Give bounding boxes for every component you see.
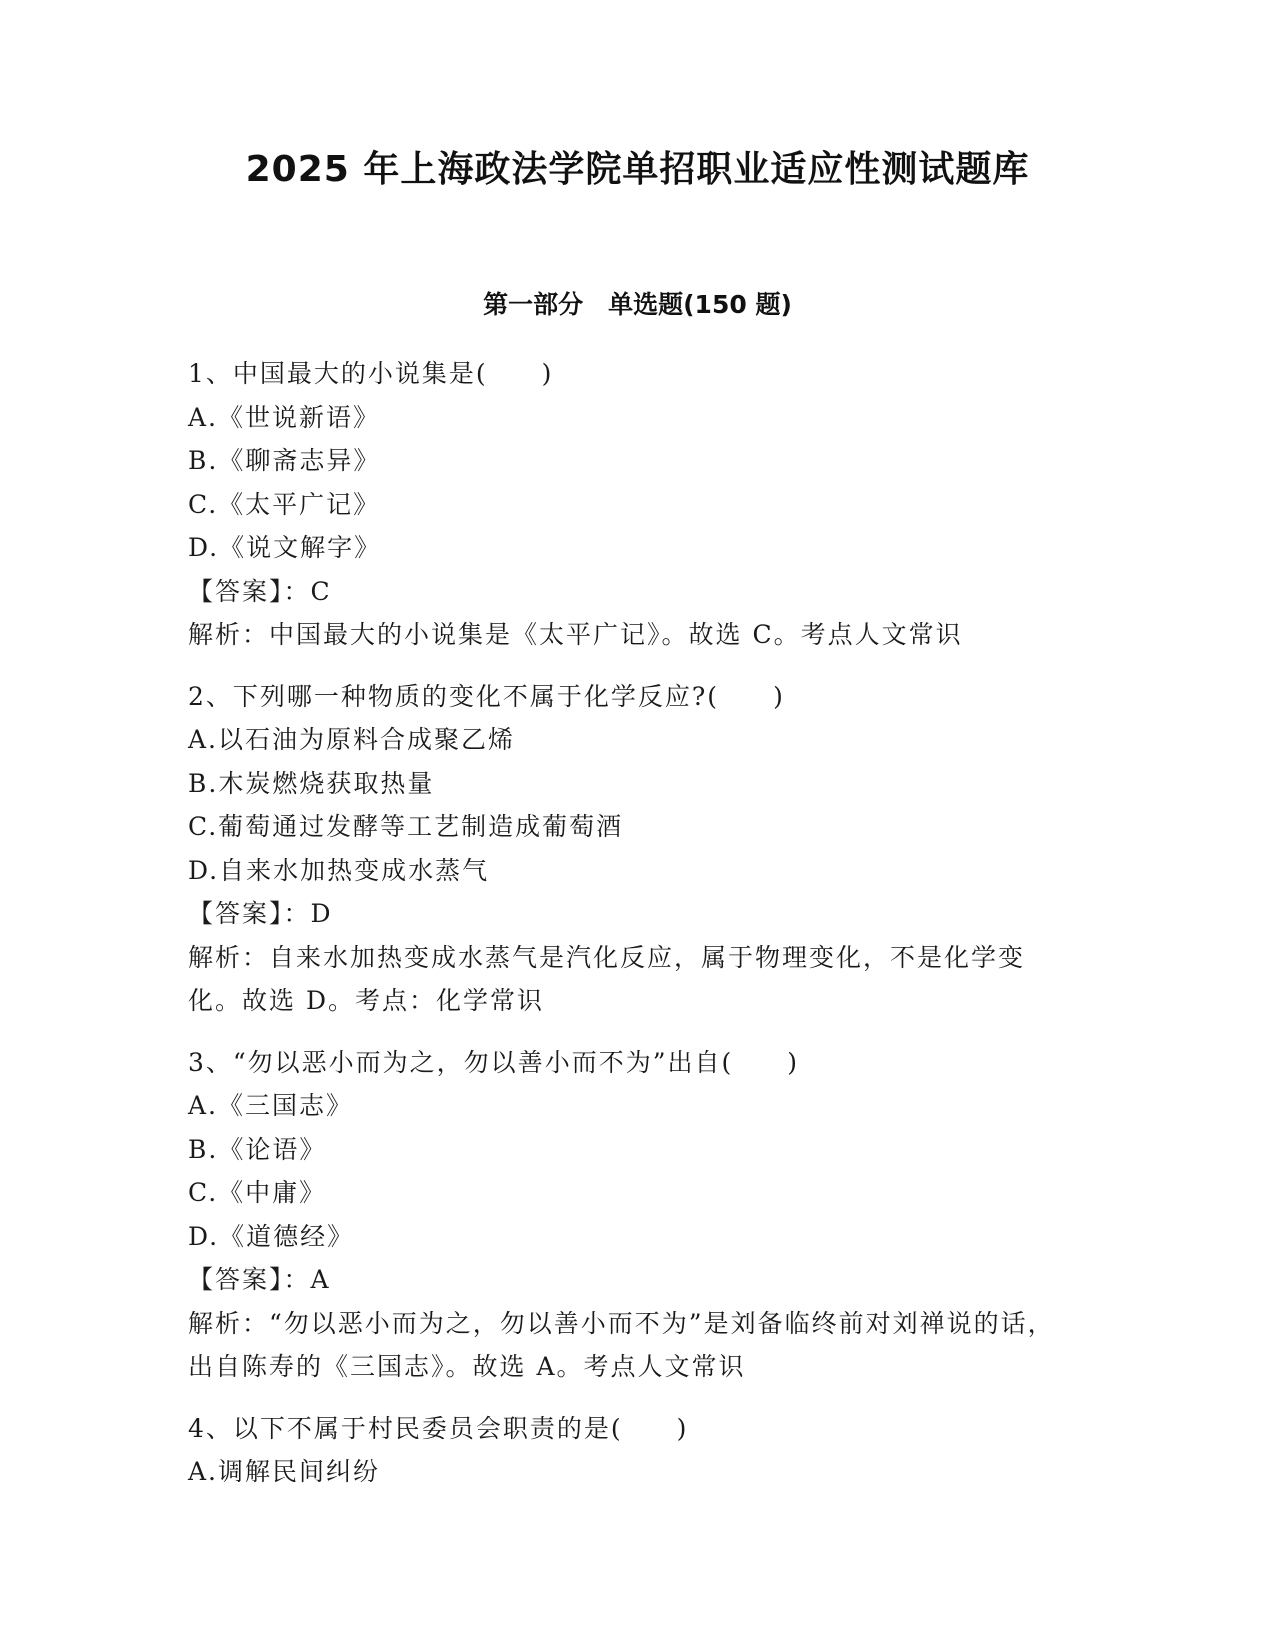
- option-d: D.《说文解字》: [188, 533, 382, 562]
- question-list: [188, 352, 1068, 1512]
- analysis-text: 解析：自来水加热变成水蒸气是汽化反应，属于物理变化，不是化学变化。故选 D。考点：化学常识: [188, 942, 1026, 1015]
- question-stem: 3、“勿以恶小而为之，勿以善小而不为”出自( ): [188, 1047, 799, 1077]
- question-item: [188, 1407, 1068, 1494]
- analysis-text: 解析：“勿以恶小而为之，勿以善小而不为”是刘备临终前对刘禅说的话，出自陈寿的《三国志》。故选 A。考点人文常识: [188, 1308, 1055, 1381]
- option-b: B.《聊斋志异》: [188, 446, 381, 475]
- document-title: 2025 年上海政法学院单招职业适应性测试题库: [245, 149, 1030, 190]
- question-stem: 2、下列哪一种物质的变化不属于化学反应?( ): [188, 681, 785, 711]
- option-a: A.以石油为原料合成聚乙烯: [188, 725, 516, 754]
- option-c: C.葡萄通过发酵等工艺制造成葡萄酒: [188, 812, 624, 841]
- answer-line: 【答案】：A: [188, 1265, 331, 1294]
- section-heading: 第一部分 单选题(150 题): [483, 290, 792, 319]
- option-c: C.《中庸》: [188, 1178, 327, 1207]
- option-d: D.自来水加热变成水蒸气: [188, 855, 490, 885]
- answer-line: 【答案】：D: [188, 899, 333, 928]
- answer-line: 【答案】：C: [188, 576, 332, 606]
- option-a: A.调解民间纠纷: [188, 1457, 381, 1486]
- question-item: [188, 1041, 1068, 1389]
- option-d: D.《道德经》: [188, 1221, 355, 1251]
- option-c: C.《太平广记》: [188, 489, 381, 519]
- question-stem: 4、以下不属于村民委员会职责的是( ): [188, 1413, 689, 1443]
- option-a: A.《三国志》: [188, 1091, 354, 1120]
- analysis-text: 解析：中国最大的小说集是《太平广记》。故选 C。考点人文常识: [188, 620, 963, 649]
- option-b: B.木炭燃烧获取热量: [188, 768, 435, 798]
- question-item: [188, 352, 1068, 657]
- question-item: [188, 675, 1068, 1023]
- option-b: B.《论语》: [188, 1134, 327, 1164]
- question-stem: 1、中国最大的小说集是( ): [188, 359, 554, 388]
- option-a: A.《世说新语》: [188, 402, 381, 432]
